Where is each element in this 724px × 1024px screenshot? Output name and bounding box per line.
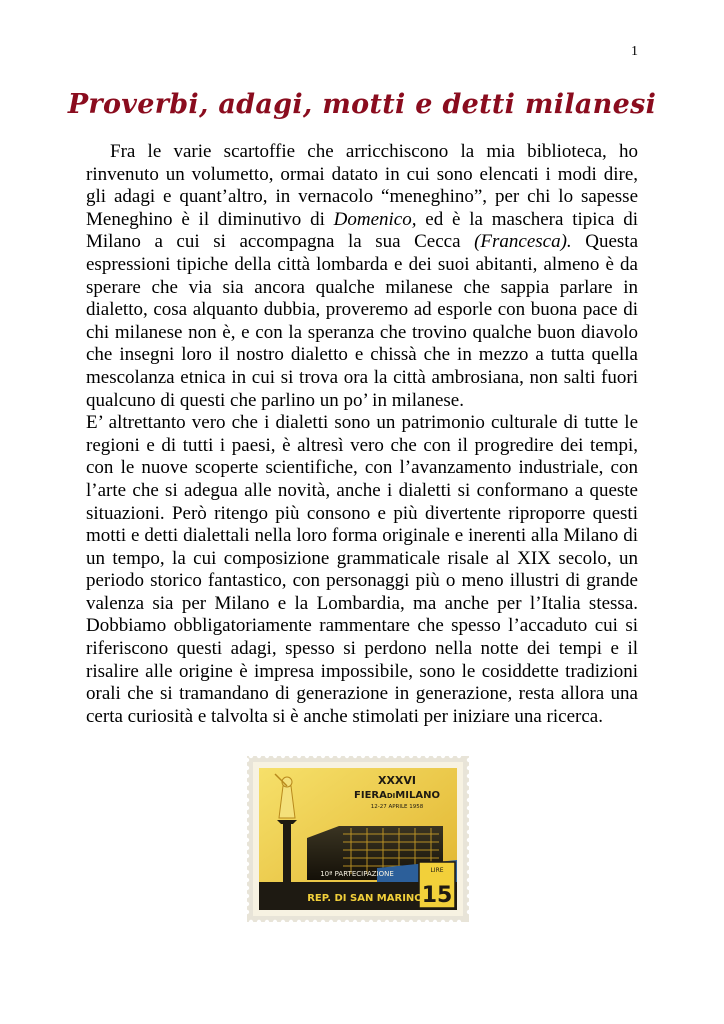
stamp-fair-word: FIERA <box>354 790 387 801</box>
page-title: Proverbi, adagi, motti e detti milanesi <box>67 89 657 120</box>
stamp-country: REP. DI SAN MARINO <box>307 893 423 904</box>
stamp-fair-di: DI <box>386 792 396 800</box>
paragraph-1-part-1: Fra le varie scartoffie che arricchiscono la mia biblioteca, ho rinvenuto un volumetto, ormai datato in cui sono elencati i modi dire, gli adagi e quant’altro, in vernacolo “meneghino”, per chi lo sapesse Meneghino è il diminutivo di <box>86 141 638 230</box>
stamp-fair-title <box>354 790 440 801</box>
stamp-currency: LIRE <box>430 867 444 874</box>
paragraph-1 <box>86 141 638 412</box>
page-number: 1 <box>631 44 638 59</box>
body-text <box>86 141 638 728</box>
paragraph-1-part-3: Questa espressioni tipiche della città lombarda e dei suoi abitanti, almeno è da sperare che via sia ancora qualche milanese che sappia parlare in dialetto, cosa alquanto dubbia, proveremo ad esporle con buona pace di chi milanese non è, e con la speranza che trovino qualche buon diavolo che insegni loro il nostro dialetto e chissà che in mezzo a tutta quella mescolanza etnica in cui si trova ora la città ambrosiana, non salti fuori qualcuno di questi che parlino un po’ in milanese. <box>86 231 639 411</box>
stamp-value: 15 <box>421 883 453 908</box>
stamp-image <box>247 756 469 922</box>
paragraph-1-emphasis-domenico: Domenico, <box>333 208 417 230</box>
paragraph-1-emphasis-francesca: (Francesca). <box>474 231 572 253</box>
stamp-svg <box>247 756 469 922</box>
paragraph-1-part-2: ed è la maschera tipica di Milano a cui si accompagna la sua Cecca <box>86 208 638 253</box>
paragraph-2: E’ altrettanto vero che i dialetti sono un patrimonio culturale di tutte le regioni e di tutti i paesi, è altresì vero che con il progredire dei tempi, con le nuove scoperte scientifiche, con l’avanzamento industriale, con l’arte che si adegua alle novità, anche i dialetti si conformano a queste situazioni. Però ritengo più consono e più divertente riproporre questi motti e detti dialettali nella loro forma originale e inerenti alla Milano di un tempo, la cui composizione grammaticale risale al XIX secolo, un periodo storico fantastico, con personaggi più o meno illustri di grande valenza sia per Milano e la Lombardia, ma anche per l’Italia stessa. Dobbiamo obbligatoriamente rammentare che spesso l’accaduto cui si riferiscono questi adagi, spesso si perdono nella notte dei tempi e il risalire alle origine è impresa impossibile, sono le cosiddette tradizioni orali che si tramandano di generazione in generazione, resta allora una certa curiosità e talvolta si è anche stimolati per iniziare una ricerca. <box>86 412 638 727</box>
stamp-edition: XXXVI <box>377 774 417 787</box>
stamp-fair-city: MILANO <box>395 790 440 801</box>
stamp-participation: 10ª PARTECIPAZIONE <box>320 870 394 878</box>
stamp-dates: 12-27 APRILE 1958 <box>370 804 424 810</box>
